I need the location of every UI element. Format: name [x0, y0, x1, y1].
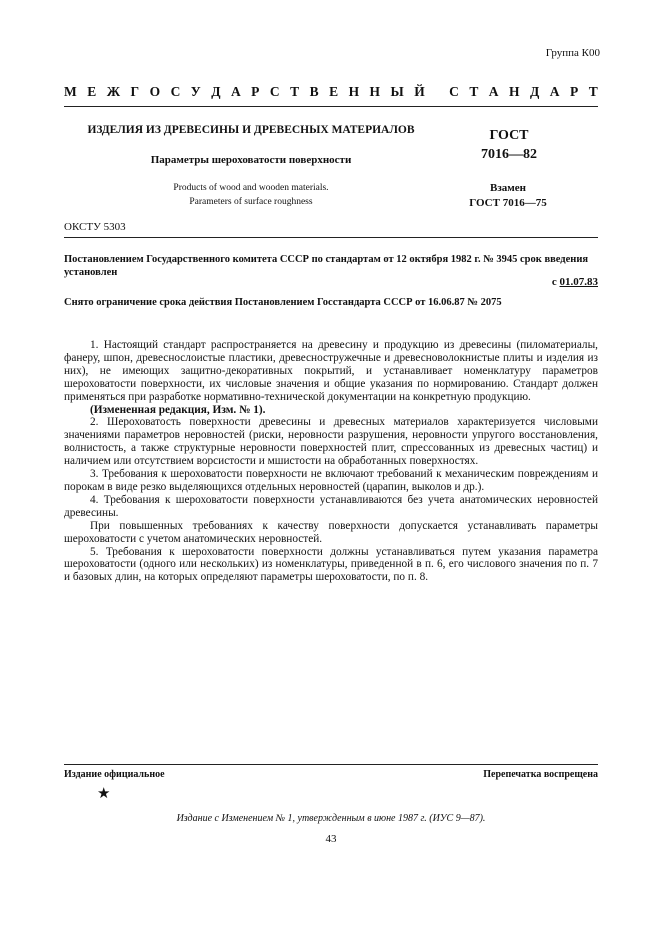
- standard-type-letter: Е: [87, 84, 97, 99]
- standard-type-letter: Д: [530, 84, 540, 99]
- page-number: 43: [325, 833, 337, 845]
- standard-type-letter: Й: [414, 84, 425, 99]
- gost-label: ГОСТ: [489, 128, 529, 143]
- standard-type-letter: Т: [469, 84, 479, 99]
- document-body: [64, 339, 598, 584]
- paragraph-2: 2. Шероховатость поверхности древесины и древесных материалов характеризуется числовыми значениями параметров неровностей (риски, неровности разрушения, неровности упругого восстановления, волнистость, а также структурные неровности поверхностей плит, спрессованных из древесных частиц) и наличием или отсутствием ворсистости и мшистости на обработанных поверхностях.: [64, 416, 598, 468]
- paragraph-4-continued: При повышенных требованиях к качеству поверхности допускается устанавливать параметры шероховатости с учетом анатомических неровностей.: [64, 519, 598, 545]
- restriction-note: Снято ограничение срока действия Постановлением Госстандарта СССР от 16.06.87 № 2075: [64, 297, 502, 308]
- standard-type-letter: Д: [211, 84, 221, 99]
- paragraph-4: 4. Требования к шероховатости поверхности устанавливаются без учета анатомических неровностей древесины.: [64, 493, 598, 519]
- title-block-divider: [64, 237, 598, 238]
- footer-divider: [64, 764, 598, 765]
- standard-type-letter: А: [488, 84, 499, 99]
- gost-designation: [454, 126, 564, 164]
- okstu-code: ОКСТУ 5303: [64, 221, 126, 233]
- standard-type-letter: Т: [588, 84, 598, 99]
- document-title: ИЗДЕЛИЯ ИЗ ДРЕВЕСИНЫ И ДРЕВЕСНЫХ МАТЕРИАЛОВ: [87, 124, 415, 136]
- edition-note: Издание с Изменением № 1, утвержденным в июне 1987 г. (ИУС 9—87).: [176, 813, 486, 824]
- star-icon: ★: [97, 784, 111, 802]
- reprint-prohibited-label: Перепечатка воспрещена: [483, 769, 598, 780]
- header-divider: [64, 106, 598, 107]
- standard-type-letter: Ж: [106, 84, 121, 99]
- standard-type-letter: Р: [569, 84, 579, 99]
- replaces-number: ГОСТ 7016—75: [469, 197, 547, 209]
- intro-date-prefix: с: [551, 276, 560, 288]
- gost-number: 7016—82: [481, 147, 537, 162]
- english-title-line-2: Parameters of surface roughness: [189, 197, 313, 207]
- english-title: [64, 181, 438, 209]
- standard-type-letter: С: [170, 84, 181, 99]
- paragraph-3: 3. Требования к шероховатости поверхности не включают требований к механическим повреждениям и порокам в виде резко выделяющихся отдельных неровностей (царапин, выколов и др.).: [64, 468, 598, 493]
- standard-type-letter: Н: [509, 84, 520, 99]
- standard-type-letter: Н: [369, 84, 381, 99]
- standard-type-letter: У: [190, 84, 201, 99]
- standard-type-letter: Г: [130, 84, 140, 99]
- intro-date-value: 01.07.83: [559, 276, 598, 288]
- standard-type-letter: С: [449, 84, 459, 99]
- standard-type-letter: А: [549, 84, 560, 99]
- standard-type-letter: Н: [348, 84, 360, 99]
- standard-type-letter: В: [309, 84, 319, 99]
- standard-type-letter: Ы: [390, 84, 404, 99]
- decree-text: Постановлением Государственного комитета СССР по стандартам от 12 октября 1982 г. № 3945 срок введения установлен: [64, 254, 589, 278]
- introduction-date: [552, 276, 598, 288]
- group-code: Группа К00: [545, 47, 600, 59]
- standard-type-heading: [64, 84, 598, 100]
- official-edition-label: Издание официальное: [64, 769, 165, 780]
- standard-type-letter: О: [149, 84, 161, 99]
- replaces-block: [448, 181, 568, 211]
- standard-type-letter: Р: [251, 84, 260, 99]
- english-title-line-1: Products of wood and wooden materials.: [173, 183, 329, 193]
- standard-type-letter: [435, 84, 438, 100]
- standard-type-letter: М: [64, 84, 77, 99]
- replaces-label: Взамен: [490, 182, 526, 194]
- document-subtitle: Параметры шероховатости поверхности: [150, 154, 352, 166]
- standard-type-letter: Е: [329, 84, 339, 99]
- standard-type-letter: А: [230, 84, 241, 99]
- standard-type-letter: С: [269, 84, 280, 99]
- amendment-note: (Измененная редакция, Изм. № 1).: [90, 403, 266, 416]
- paragraph-1: 1. Настоящий стандарт распространяется на древесину и продукцию из древесины (пиломатериалы, фанеру, шпон, древеснослоистые пластики, древесностружечные и древесноволокнистые плиты и изделия из них), не имеющих защитно-декоративных покрытий, и устанавливает номенклатуру параметров шероховатости поверхности, их числовые значения и общие указания по нормированию. Стандарт должен применяться при разработке нормативно-технической документации на конкретную продукцию.: [64, 339, 598, 403]
- standard-type-letter: Т: [290, 84, 300, 99]
- paragraph-5: 5. Требования к шероховатости поверхности должны устанавливаться путем указания параметра шероховатости (одного или нескольких) из номенклатуры, приведенной в п. 6, его числового значения по п. 7 и базовых длин, на которых определяют параметры шероховатости, по п. 8.: [64, 545, 598, 584]
